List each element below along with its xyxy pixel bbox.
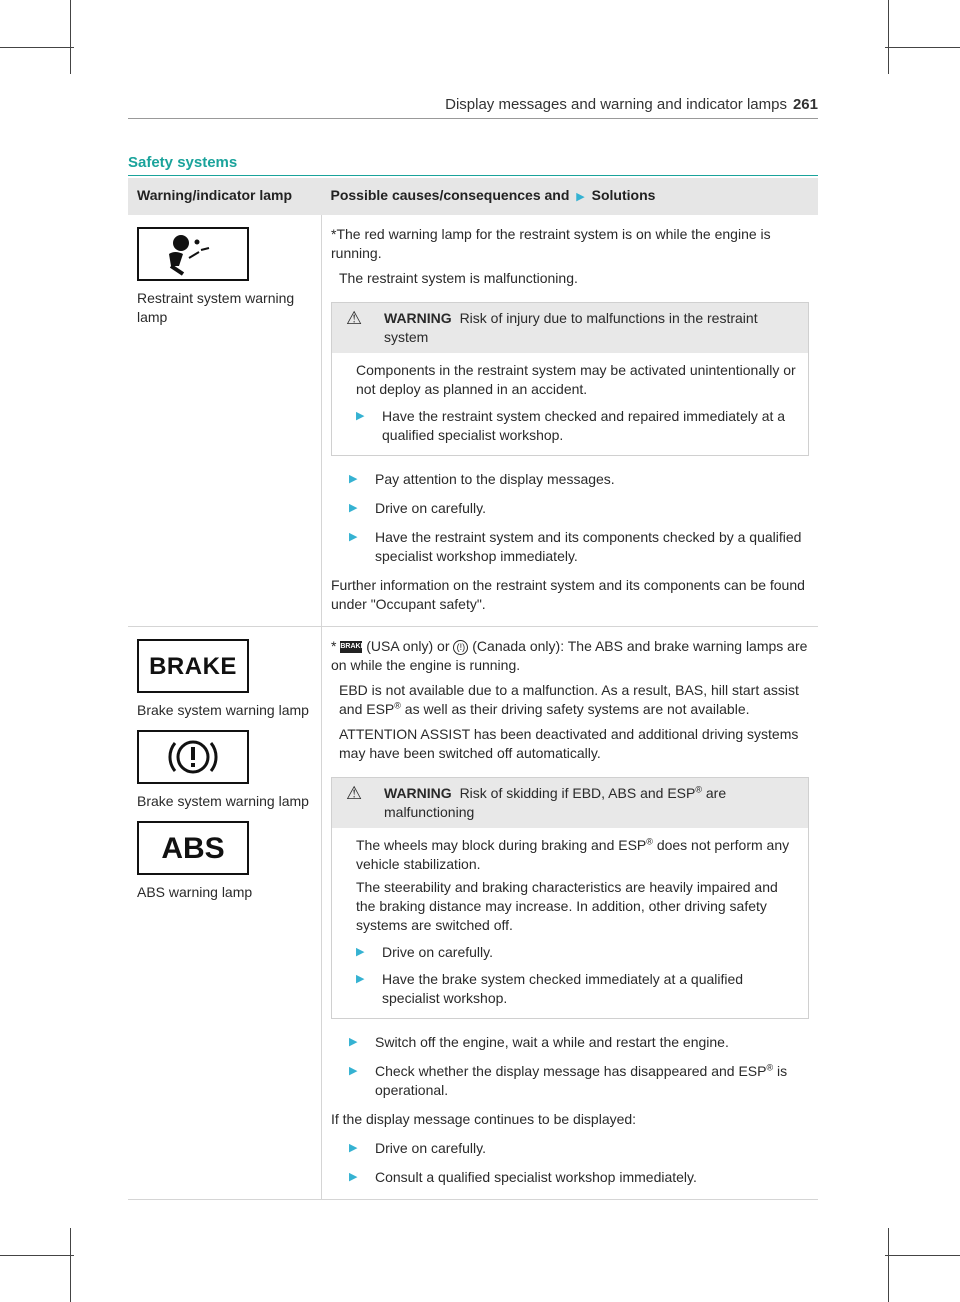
triangle-icon: ▶ (349, 473, 358, 485)
crop-mark (885, 47, 960, 48)
warning-step-text: Have the restraint system checked and repaired immediately at a qualified specialist workshop. (382, 408, 786, 443)
column-header-causes (322, 178, 819, 215)
asterisk: * (331, 638, 337, 654)
lamp-cell (128, 215, 322, 627)
lamp-name: Brake system warning lamp (137, 793, 309, 809)
solution-step-part: Check whether the display message has disappeared and ESP (375, 1063, 767, 1079)
warning-label: WARNING (384, 785, 452, 801)
triangle-icon: ▶ (356, 973, 365, 985)
triangle-icon: ▶ (356, 946, 365, 958)
warning-body-text: The steerability and braking characteristics are heavily impaired and the braking distance may increase. In addition, other driving safety systems are switched off. (356, 879, 778, 933)
causes-cell (322, 627, 819, 1200)
lamp-name: ABS warning lamp (137, 884, 253, 900)
solution-step-part: is operational. (375, 1063, 788, 1098)
warning-step (356, 943, 796, 962)
crop-mark (70, 0, 71, 74)
warning-text: are malfunctioning (384, 785, 727, 820)
solution-step-text: Switch off the engine, wait a while and restart the engine. (375, 1034, 729, 1050)
solution-step (331, 1033, 809, 1052)
solution-step-text: Drive on carefully. (375, 1140, 487, 1156)
lamp-name: Restraint system warning lamp (137, 290, 295, 325)
column-header-lamp: Warning/indicator lamp (128, 178, 322, 215)
cause-text: *The red warning lamp for the restraint system is on while the engine is running. (331, 226, 771, 261)
warning-step (356, 407, 796, 445)
warning-body-text: Components in the restraint system may be activated unintentionally or not deploy as planned in an accident. (356, 362, 796, 397)
registered-mark: ® (394, 700, 401, 711)
triangle-icon: ▶ (349, 1171, 358, 1183)
solution-step (331, 499, 809, 518)
further-info-text: Further information on the restraint system and its components can be found under "Occupant safety". (331, 577, 805, 612)
column-header-solutions-label: Solutions (591, 187, 656, 203)
warning-label: WARNING (384, 310, 452, 326)
cause-text (331, 681, 809, 719)
warning-header (332, 778, 808, 828)
running-header (420, 96, 818, 113)
table-row (128, 627, 818, 1200)
crop-mark (888, 1228, 889, 1302)
page-number: 261 (792, 96, 818, 113)
cause-text-part: (Canada only): The ABS and brake warning lamps are on while the engine is running. (331, 638, 808, 673)
crop-mark (885, 1255, 960, 1256)
lamp-name: Brake system warning lamp (137, 702, 309, 718)
solution-step (331, 470, 809, 489)
registered-mark: ® (646, 836, 653, 847)
warning-icon: ⚠ (346, 308, 363, 328)
abs-icon (137, 821, 249, 875)
triangle-icon: ▶ (349, 531, 358, 543)
warning-body (332, 353, 808, 455)
brake-circle-inline-icon: (!) (453, 640, 468, 655)
crop-mark (0, 47, 74, 48)
solution-step (331, 1168, 809, 1187)
header-rule (128, 118, 818, 119)
crop-mark (0, 1255, 74, 1256)
triangle-icon: ▶ (349, 502, 358, 514)
registered-mark: ® (766, 1062, 774, 1073)
abs-icon-text: ABS (161, 831, 225, 865)
table-header-row (128, 178, 818, 215)
warning-lamp-table (128, 178, 818, 1200)
triangle-icon: ▶ (576, 191, 585, 203)
warning-step (356, 970, 796, 1008)
table-row (128, 215, 818, 627)
warning-text: Risk of skidding if EBD, ABS and ESP (459, 785, 696, 801)
brake-inline-icon: BRAKE (340, 641, 362, 653)
solution-step (331, 528, 809, 566)
cause-text: If the display message continues to be displayed: (331, 1111, 637, 1127)
triangle-icon: ▶ (349, 1142, 358, 1154)
warning-box (331, 302, 809, 456)
column-header-causes-label: Possible causes/consequences and (330, 187, 570, 203)
brake-icon-text: BRAKE (149, 652, 237, 680)
cause-text-part: (USA only) or (366, 638, 450, 654)
crop-mark (888, 0, 889, 74)
registered-mark: ® (695, 784, 702, 795)
triangle-icon: ▶ (356, 410, 365, 422)
warning-step-text: Drive on carefully. (382, 944, 494, 960)
warning-header (332, 303, 808, 353)
warning-body-text (356, 836, 796, 874)
lamp-cell (128, 627, 322, 1200)
warning-body-part: The wheels may block during braking and ESP (356, 837, 647, 853)
restraint-system-icon (137, 227, 249, 281)
warning-body-part: does not perform any vehicle stabilization. (356, 837, 790, 872)
warning-body (332, 828, 808, 1018)
warning-box (331, 777, 809, 1019)
brake-circle-icon (137, 730, 249, 784)
cause-text (331, 637, 809, 675)
warning-step-text: Have the brake system checked immediately at a qualified specialist workshop. (382, 971, 744, 1006)
warning-icon: ⚠ (346, 783, 363, 803)
solution-step (331, 1062, 809, 1100)
crop-mark (70, 1228, 71, 1302)
cause-text-part: EBD is not available due to a malfunction. As a result, BAS, hill start assist and ESP (339, 682, 799, 717)
section-title: Safety systems (128, 154, 238, 171)
triangle-icon: ▶ (349, 1036, 358, 1048)
solution-step-text: Drive on carefully. (375, 500, 487, 516)
solution-step-text (375, 1062, 809, 1100)
solution-step-text: Have the restraint system and its components checked by a qualified specialist workshop immediately. (375, 529, 802, 564)
cause-text: The restraint system is malfunctioning. (339, 270, 578, 286)
brake-icon (137, 639, 249, 693)
solution-step-text: Pay attention to the display messages. (375, 471, 615, 487)
cause-text-part: as well as their driving safety systems are not available. (404, 701, 750, 717)
header-title: Display messages and warning and indicator lamps (445, 96, 787, 113)
triangle-icon: ▶ (349, 1065, 358, 1077)
causes-cell (322, 215, 819, 627)
cause-text: ATTENTION ASSIST has been deactivated and additional driving systems may have been switched off automatically. (339, 726, 799, 761)
section-rule (128, 175, 818, 176)
solution-step-text: Consult a qualified specialist workshop immediately. (375, 1169, 697, 1185)
warning-text: Risk of injury due to malfunctions in the restraint system (384, 310, 758, 345)
solution-step (331, 1139, 809, 1158)
